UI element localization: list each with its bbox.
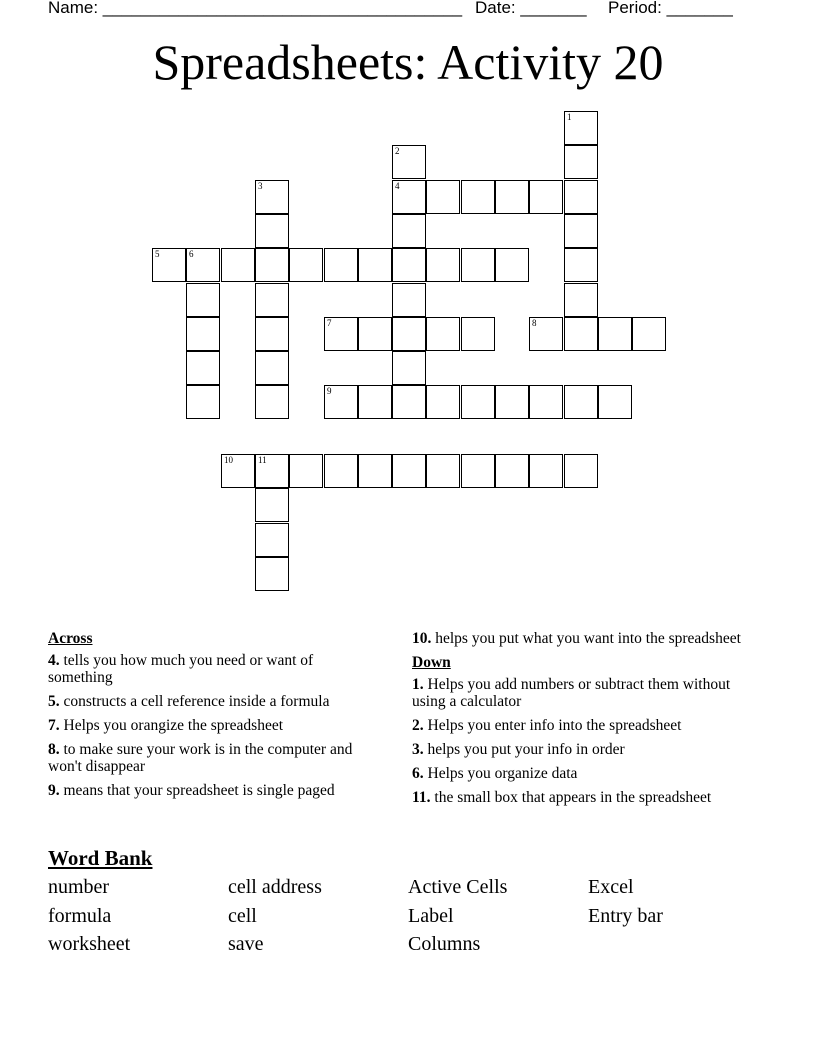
crossword-cell[interactable] [495,180,529,214]
clue-number: 7 [327,318,332,328]
crossword-cell[interactable] [426,180,460,214]
crossword-cell[interactable] [426,317,460,351]
crossword-cell[interactable] [529,180,563,214]
name-field[interactable]: Name: ______________________________________ [48,0,463,17]
clue-number: 5 [155,249,160,259]
crossword-cell[interactable] [255,283,289,317]
crossword-cell[interactable] [564,145,598,179]
crossword-cell[interactable] [186,351,220,385]
crossword-cell[interactable] [324,385,358,419]
crossword-cell[interactable] [564,385,598,419]
clue-number: 4 [395,181,400,191]
word-bank-word: Excel [588,876,634,898]
crossword-cell[interactable] [564,180,598,214]
crossword-cell[interactable] [598,385,632,419]
word-bank-word: formula [48,905,112,927]
word-bank-word: Label [408,905,454,927]
word-bank-word: cell address [228,876,322,898]
crossword-cell[interactable] [529,317,563,351]
crossword-cell[interactable] [461,317,495,351]
crossword-cell[interactable] [529,385,563,419]
crossword-cell[interactable] [461,385,495,419]
student-info-row [48,0,768,20]
crossword-cell[interactable] [324,317,358,351]
crossword-cell[interactable] [392,454,426,488]
crossword-cell[interactable] [255,488,289,522]
word-bank-word: number [48,876,110,898]
crossword-cell[interactable] [392,214,426,248]
crossword-cell[interactable] [564,214,598,248]
crossword-cell[interactable] [632,317,666,351]
crossword-cell[interactable] [255,214,289,248]
clue-down-3: 3. helps you put your info in order [412,741,625,758]
clue-across-4: 4. tells you how much you need or want of something [48,652,314,686]
clue-across-9: 9. means that your spreadsheet is single paged [48,782,335,799]
page-title: Spreadsheets: Activity 20 [152,34,664,90]
clue-number: 9 [327,386,332,396]
crossword-cell[interactable] [392,180,426,214]
crossword-cell[interactable] [324,454,358,488]
crossword-cell[interactable] [358,385,392,419]
clue-number: 3 [258,181,263,191]
clue-across-7: 7. Helps you orangize the spreadsheet [48,717,284,734]
clue-across-5: 5. constructs a cell reference inside a formula [48,693,330,710]
period-field[interactable]: Period: _______ [608,0,733,17]
crossword-cell[interactable] [221,454,255,488]
crossword-cell[interactable] [186,385,220,419]
word-bank-word: Entry bar [588,905,663,927]
clue-across-8: 8. to make sure your work is in the computer and won't disappear [48,741,353,775]
crossword-cell[interactable] [289,454,323,488]
crossword-cell[interactable] [564,248,598,282]
crossword-cell[interactable] [152,248,186,282]
down-heading: Down [412,654,451,671]
crossword-cell[interactable] [461,180,495,214]
crossword-cell[interactable] [358,317,392,351]
date-field[interactable]: Date: _______ [475,0,587,17]
clue-number: 6 [189,249,194,259]
crossword-cell[interactable] [255,317,289,351]
crossword-cell[interactable] [324,248,358,282]
crossword-cell[interactable] [461,248,495,282]
crossword-cell[interactable] [255,351,289,385]
across-heading: Across [48,630,93,647]
word-bank-word: worksheet [48,933,131,955]
clue-across-10: 10. helps you put what you want into the spreadsheet [412,630,741,647]
crossword-cell[interactable] [186,283,220,317]
clue-down-6: 6. Helps you organize data [412,765,578,782]
clue-number: 8 [532,318,537,328]
word-bank-title: Word Bank [48,846,153,870]
word-bank-word: Columns [408,933,481,955]
crossword-cell[interactable] [255,523,289,557]
crossword-cell[interactable] [564,283,598,317]
crossword-cell[interactable] [392,248,426,282]
crossword-cell[interactable] [255,248,289,282]
crossword-cell[interactable] [392,283,426,317]
word-bank-word: cell [228,905,257,927]
across-clues [48,630,378,806]
crossword-cell[interactable] [358,454,392,488]
clue-down-1: 1. Helps you add numbers or subtract them without using a calculator [412,676,731,710]
crossword-cell[interactable] [598,317,632,351]
crossword-cell[interactable] [495,248,529,282]
crossword-cell[interactable] [461,454,495,488]
crossword-cell[interactable] [426,454,460,488]
crossword-cell[interactable] [186,248,220,282]
crossword-cell[interactable] [255,180,289,214]
clue-number: 11 [258,455,267,465]
crossword-cell[interactable] [564,317,598,351]
crossword-cell[interactable] [255,557,289,591]
word-bank-word: Active Cells [408,876,508,898]
crossword-cell[interactable] [529,454,563,488]
crossword-cell[interactable] [564,454,598,488]
crossword-cell[interactable] [186,317,220,351]
crossword-cell[interactable] [426,248,460,282]
word-bank-word: save [228,933,264,955]
crossword-cell[interactable] [289,248,323,282]
crossword-cell[interactable] [392,385,426,419]
crossword-cell[interactable] [392,317,426,351]
down-clues [412,630,762,813]
crossword-cell[interactable] [564,111,598,145]
crossword-cell[interactable] [392,145,426,179]
clue-number: 1 [567,112,572,122]
crossword-cell[interactable] [255,385,289,419]
crossword-cell[interactable] [495,454,529,488]
clue-number: 10 [224,455,233,465]
clue-down-2: 2. Helps you enter info into the spreadsheet [412,717,682,734]
clue-down-11: 11. the small box that appears in the spreadsheet [412,789,712,806]
crossword-cell[interactable] [358,248,392,282]
crossword-cell[interactable] [495,385,529,419]
clue-number: 2 [395,146,400,156]
crossword-cell[interactable] [426,385,460,419]
crossword-cell[interactable] [221,248,255,282]
crossword-cell[interactable] [392,351,426,385]
crossword-cell[interactable] [255,454,289,488]
